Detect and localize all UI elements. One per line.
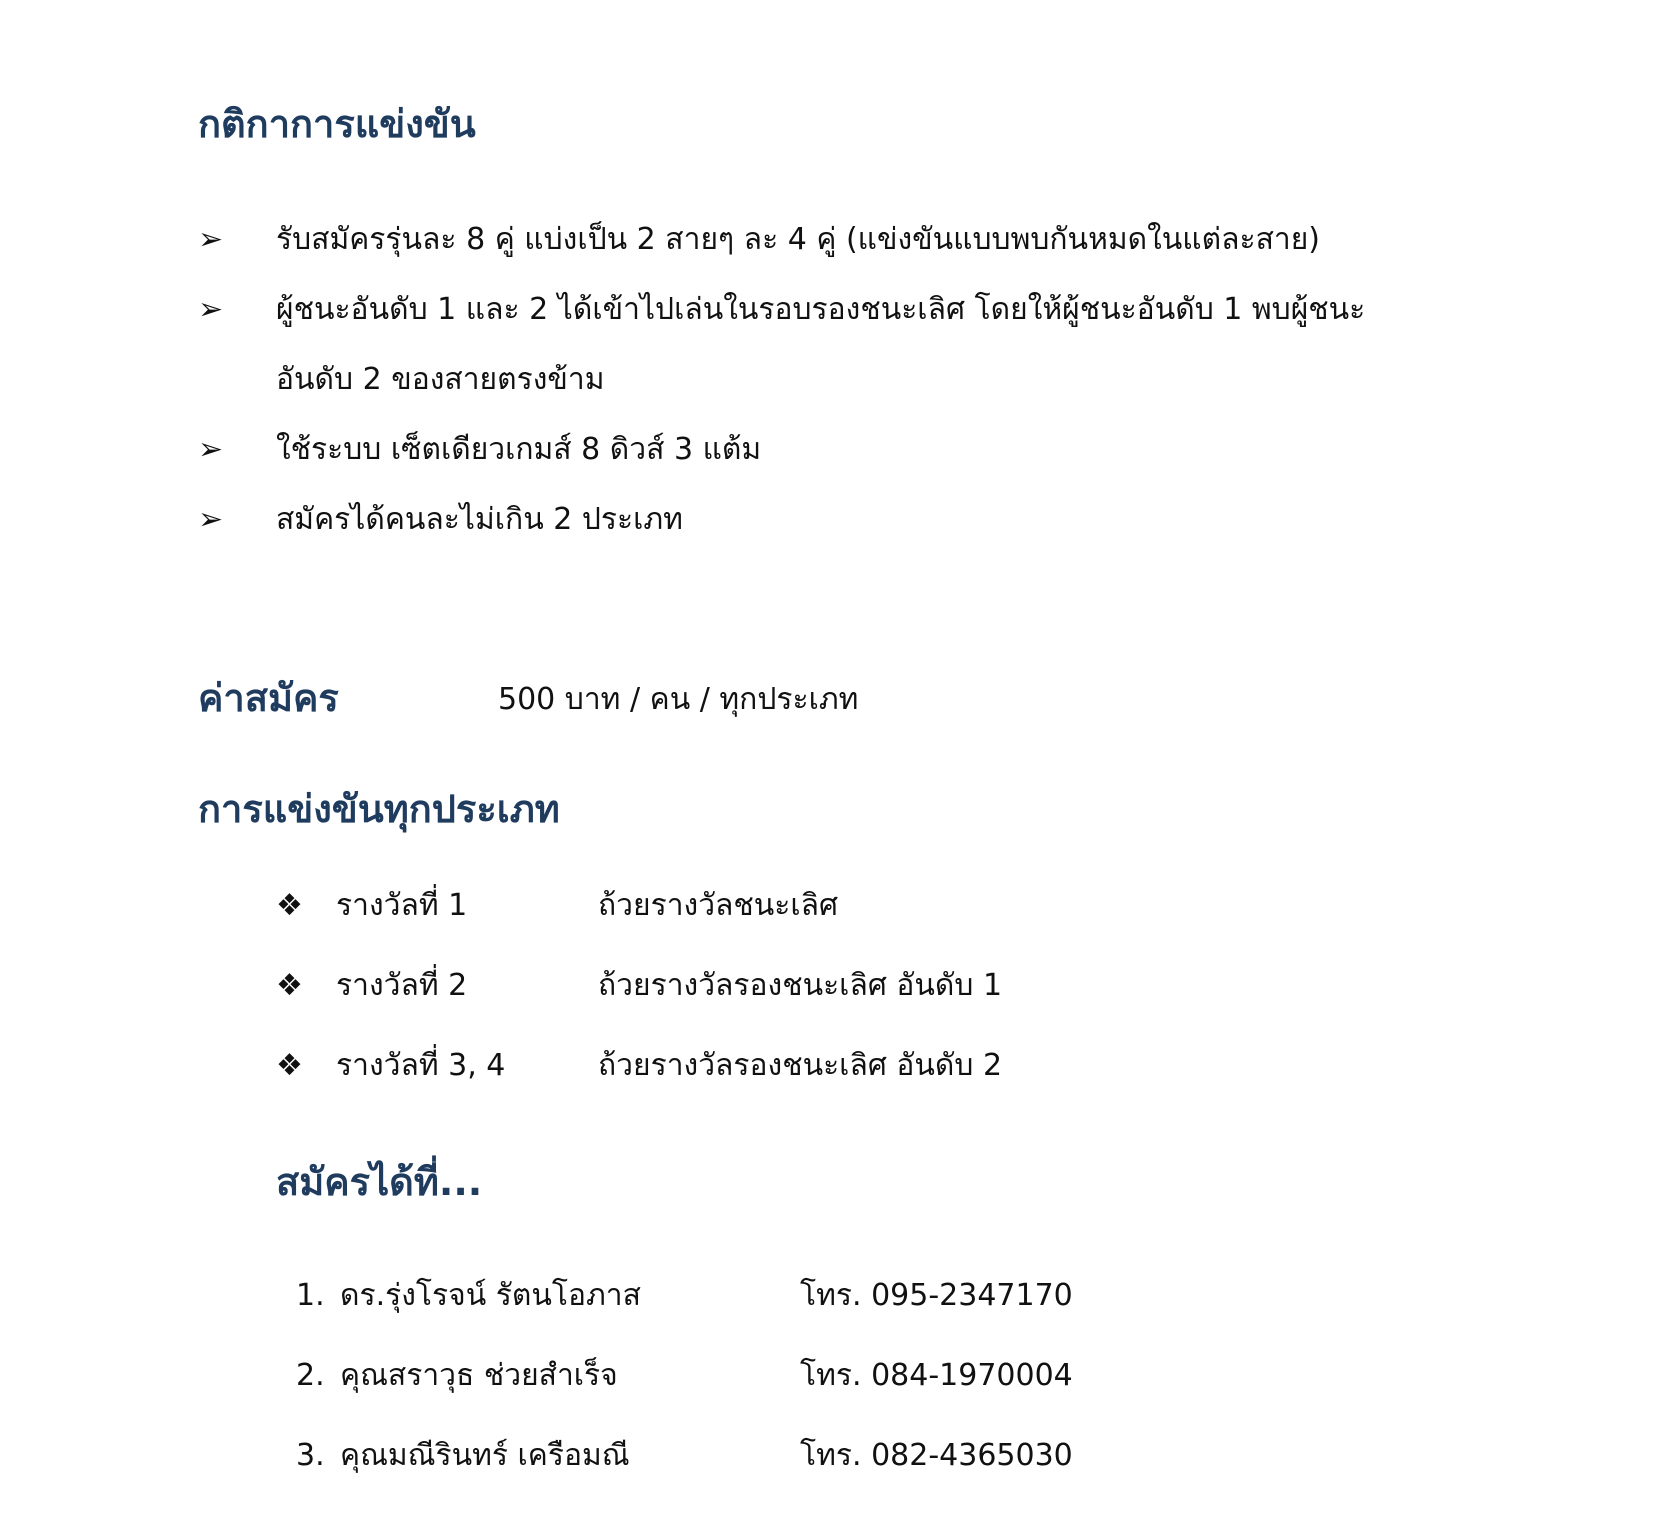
contacts-heading: สมัครได้ที่...: [276, 1160, 483, 1204]
rule-item-continued: อันดับ 2 ของสายตรงข้าม: [276, 362, 605, 397]
prize-rank: รางวัลที่ 3, 4: [336, 1048, 506, 1083]
prize-rank: รางวัลที่ 1: [336, 888, 468, 923]
arrow-right-icon: ➢: [198, 222, 224, 257]
prize-description: ถ้วยรางวัลชนะเลิศ: [598, 888, 839, 923]
arrow-right-icon: ➢: [198, 432, 224, 467]
diamond-bullet-icon: ❖: [276, 968, 303, 1003]
diamond-bullet-icon: ❖: [276, 1048, 303, 1083]
arrow-right-icon: ➢: [198, 292, 224, 327]
fee-label: ค่าสมัคร: [198, 676, 339, 720]
contact-name: คุณมณีรินทร์ เครือมณี: [340, 1438, 630, 1473]
diamond-bullet-icon: ❖: [276, 888, 303, 923]
contact-name: ดร.รุ่งโรจน์ รัตนโอภาส: [340, 1278, 641, 1313]
arrow-right-icon: ➢: [198, 502, 224, 537]
contact-number: 2.: [296, 1358, 325, 1393]
rule-item: รับสมัครรุ่นละ 8 คู่ แบ่งเป็น 2 สายๆ ละ 4 คู่ (แข่งขันแบบพบกันหมดในแต่ละสาย): [276, 222, 1321, 257]
contact-number: 3.: [296, 1438, 325, 1473]
prize-description: ถ้วยรางวัลรองชนะเลิศ อันดับ 2: [598, 1048, 1003, 1083]
contact-number: 1.: [296, 1278, 325, 1313]
contact-phone: โทร. 082-4365030: [800, 1438, 1073, 1473]
contact-phone: โทร. 095-2347170: [800, 1278, 1073, 1313]
prize-description: ถ้วยรางวัลรองชนะเลิศ อันดับ 1: [598, 968, 1003, 1003]
rule-item: ผู้ชนะอันดับ 1 และ 2 ได้เข้าไปเล่นในรอบรองชนะเลิศ โดยให้ผู้ชนะอันดับ 1 พบผู้ชนะ: [276, 292, 1366, 327]
rule-item: สมัครได้คนละไม่เกิน 2 ประเภท: [276, 502, 683, 537]
contact-name: คุณสราวุธ ช่วยสำเร็จ: [340, 1358, 618, 1393]
rule-item: ใช้ระบบ เซ็ตเดียวเกมส์ 8 ดิวส์ 3 แต้ม: [276, 432, 762, 467]
fee-value: 500 บาท / คน / ทุกประเภท: [498, 682, 859, 717]
prize-rank: รางวัลที่ 2: [336, 968, 468, 1003]
rules-heading: กติกาการแข่งขัน: [198, 102, 476, 146]
contact-phone: โทร. 084-1970004: [800, 1358, 1073, 1393]
prizes-heading: การแข่งขันทุกประเภท: [198, 787, 560, 831]
